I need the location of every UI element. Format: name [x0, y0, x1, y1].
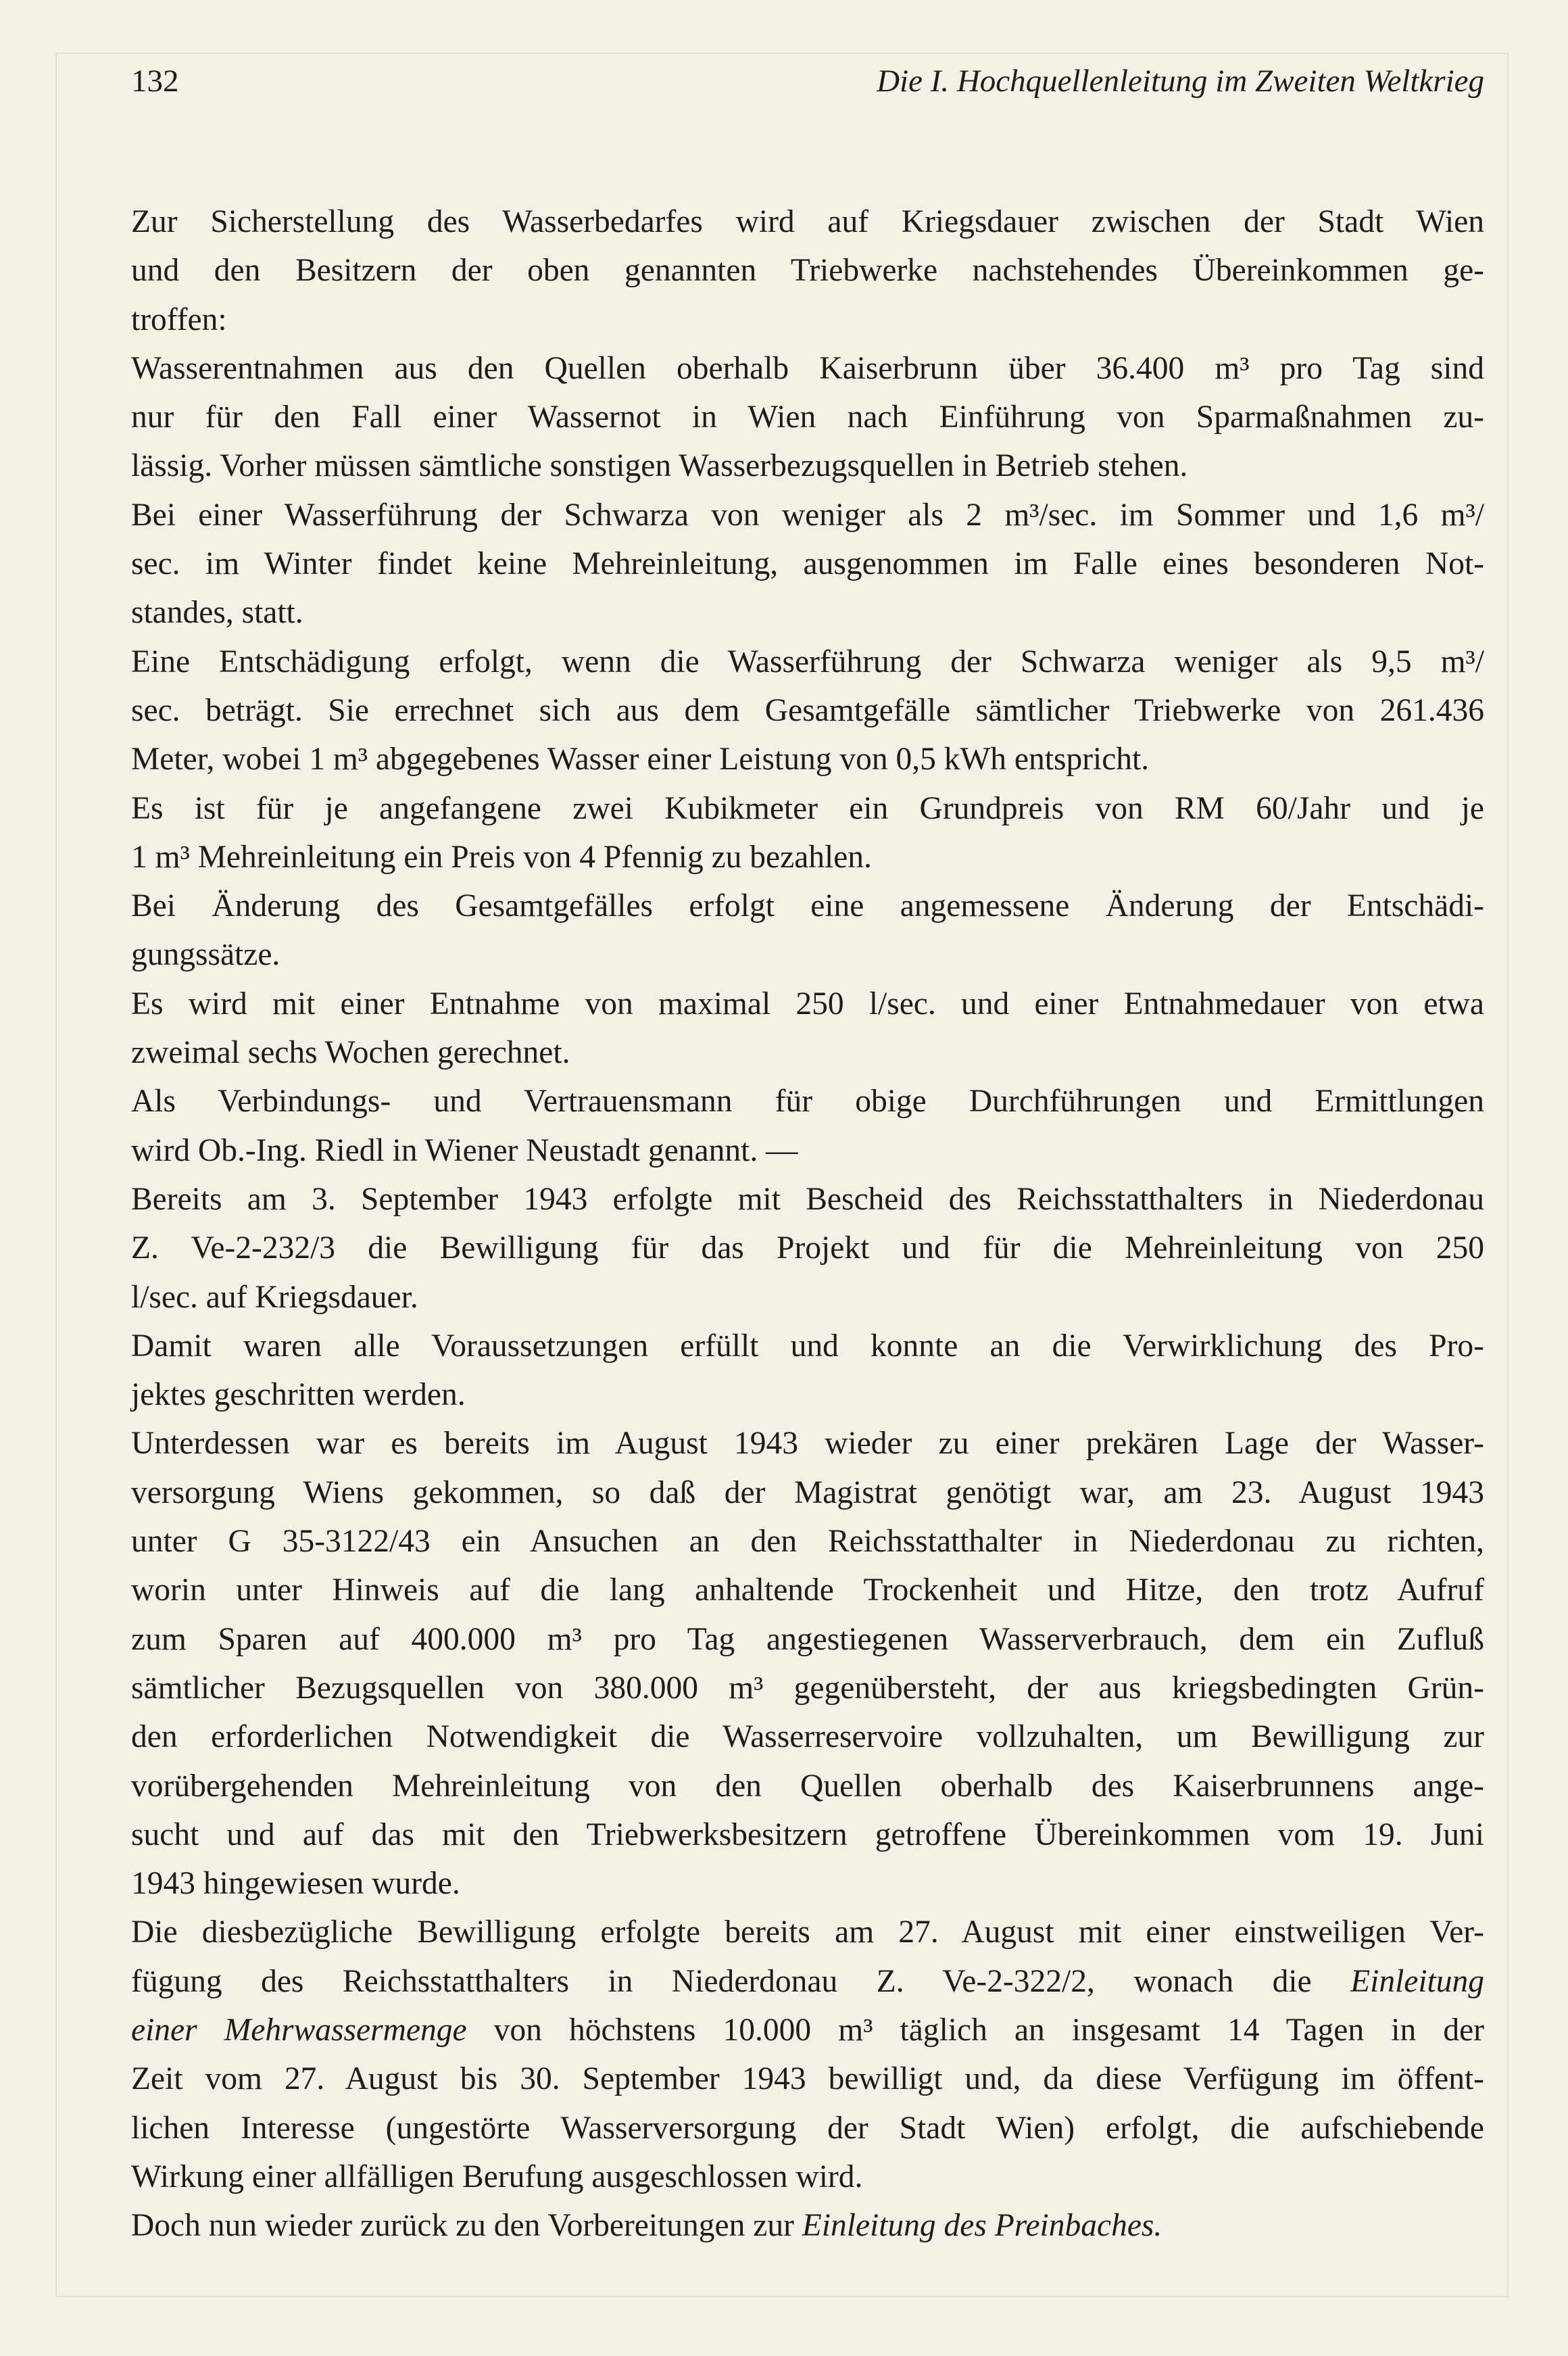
text-line — [131, 1908, 1484, 1956]
text-segment: Z. Ve-2-232/3 die Bewilligung für das Projekt und für die Mehreinleitung von 250 — [131, 1230, 1484, 1266]
text-line — [131, 1028, 1484, 1077]
text-segment: l/sec. auf Kriegsdauer. — [131, 1279, 418, 1315]
text-segment: Wasserentnahmen aus den Quellen oberhalb Kaiserbrunn über 36.400 m³ pro Tag sind — [131, 350, 1484, 386]
text-segment: troffen: — [131, 302, 227, 337]
text-line — [131, 441, 1484, 490]
text-line — [131, 1077, 1484, 1126]
italic-text: einer Mehrwassermenge — [131, 2012, 467, 2048]
text-segment: sämtlicher Bezugsquellen von 380.000 m³ gegenübersteht, der aus kriegsbedingten Grün- — [131, 1670, 1484, 1706]
text-line — [131, 295, 1484, 344]
text-line — [131, 686, 1484, 735]
page-header — [131, 57, 1484, 105]
text-segment: Bei Änderung des Gesamtgefälles erfolgt eine angemessene Änderung der Entschädi- — [131, 888, 1484, 924]
text-segment: 1 m³ Mehreinleitung ein Preis von 4 Pfennig zu bezahlen. — [131, 839, 872, 875]
text-line — [131, 833, 1484, 882]
text-segment: sec. beträgt. Sie errechnet sich aus dem Gesamtgefälle sämtlicher Triebwerke von 261.436 — [131, 692, 1484, 728]
text-line — [131, 2104, 1484, 2153]
text-line — [131, 1370, 1484, 1419]
text-segment: Wirkung einer allfälligen Berufung ausgeschlossen wird. — [131, 2159, 863, 2194]
text-line — [131, 588, 1484, 637]
text-line — [131, 1762, 1484, 1810]
text-line — [131, 491, 1484, 539]
text-segment: unter G 35-3122/43 ein Ansuchen an den Reichsstatthalter in Niederdonau zu richten, — [131, 1524, 1484, 1560]
text-segment: vorübergehenden Mehreinleitung von den Quellen oberhalb des Kaiserbrunnens ange- — [131, 1768, 1484, 1804]
running-title: Die I. Hochquellenleitung im Zweiten Weltkrieg — [877, 64, 1484, 99]
text-segment: wird Ob.-Ing. Riedl in Wiener Neustadt genannt. — — [131, 1132, 798, 1168]
text-segment: zweimal sechs Wochen gerechnet. — [131, 1035, 570, 1071]
text-segment: lichen Interesse (ungestörte Wasserversorgung der Stadt Wien) erfolgt, die aufschiebende — [131, 2110, 1484, 2146]
text-segment: versorgung Wiens gekommen, so daß der Magistrat genötigt war, am 23. August 1943 — [131, 1474, 1484, 1510]
italic-text: Einleitung des Preinbaches. — [802, 2208, 1162, 2244]
text-line — [131, 1126, 1484, 1175]
text-segment: nur für den Fall einer Wassernot in Wien nach Einführung von Sparmaßnahmen zu- — [131, 400, 1484, 435]
text-segment: Doch nun wieder zurück zu den Vorbereitungen zur — [131, 2208, 802, 2244]
body-text — [131, 197, 1484, 2250]
text-line — [131, 2006, 1484, 2054]
text-segment: lässig. Vorher müssen sämtliche sonstigen Wasserbezugsquellen in Betrieb stehen. — [131, 448, 1188, 484]
text-line — [131, 1419, 1484, 1468]
text-segment: Zur Sicherstellung des Wasserbedarfes wird auf Kriegsdauer zwischen der Stadt Wien — [131, 204, 1484, 239]
text-segment: Die diesbezügliche Bewilligung erfolgte bereits am 27. August mit einer einstweiligen Ver- — [131, 1915, 1484, 1950]
page-number: 132 — [131, 64, 179, 99]
text-line — [131, 1468, 1484, 1517]
text-segment: fügung des Reichsstatthalters in Niederdonau Z. Ve-2-322/2, wonach die — [131, 1963, 1351, 1999]
text-segment: gungssätze. — [131, 937, 280, 973]
text-segment: von höchstens 10.000 m³ täglich an insgesamt 14 Tagen in der — [466, 2012, 1484, 2048]
text-segment: und den Besitzern der oben genannten Triebwerke nachstehendes Übereinkommen ge- — [131, 253, 1484, 289]
text-line — [131, 1615, 1484, 1664]
text-segment: Als Verbindungs- und Vertrauensmann für obige Durchführungen und Ermittlungen — [131, 1084, 1484, 1120]
text-segment: 1943 hingewiesen wurde. — [131, 1866, 460, 1902]
text-segment: Eine Entschädigung erfolgt, wenn die Wasserführung der Schwarza weniger als 9,5 m³/ — [131, 644, 1484, 679]
text-segment: sec. im Winter findet keine Mehreinleitung, ausgenommen im Falle eines besonderen Not- — [131, 546, 1484, 582]
text-line — [131, 784, 1484, 833]
text-segment: Bei einer Wasserführung der Schwarza von weniger als 2 m³/sec. im Sommer und 1,6 m³/ — [131, 497, 1484, 533]
text-line — [131, 1273, 1484, 1322]
text-segment: zum Sparen auf 400.000 m³ pro Tag angestiegenen Wasserverbrauch, dem ein Zufluß — [131, 1621, 1484, 1657]
text-line — [131, 638, 1484, 686]
text-segment: jektes geschritten werden. — [131, 1377, 466, 1413]
text-segment: Es wird mit einer Entnahme von maximal 250 l/sec. und einer Entnahmedauer von etwa — [131, 986, 1484, 1021]
text-line — [131, 2153, 1484, 2201]
text-line — [131, 197, 1484, 246]
text-segment: sucht und auf das mit den Triebwerksbesitzern getroffene Übereinkommen vom 19. Juni — [131, 1817, 1484, 1852]
text-line — [131, 1712, 1484, 1761]
text-line — [131, 882, 1484, 930]
text-segment: den erforderlichen Notwendigkeit die Wasserreservoire vollzuhalten, um Bewilligung zur — [131, 1719, 1484, 1755]
text-line — [131, 1957, 1484, 2006]
text-segment: standes, statt. — [131, 595, 303, 631]
text-segment: Bereits am 3. September 1943 erfolgte mit Bescheid des Reichsstatthalters in Niederdonau — [131, 1181, 1484, 1217]
text-line — [131, 735, 1484, 784]
text-segment: Unterdessen war es bereits im August 1943 wieder zu einer prekären Lage der Wasser- — [131, 1426, 1484, 1462]
text-segment: Meter, wobei 1 m³ abgegebenes Wasser einer Leistung von 0,5 kWh entspricht. — [131, 742, 1150, 777]
text-line — [131, 1810, 1484, 1859]
text-line — [131, 1517, 1484, 1566]
text-line — [131, 980, 1484, 1028]
text-line — [131, 393, 1484, 441]
text-line — [131, 1224, 1484, 1272]
text-line — [131, 1175, 1484, 1224]
text-line — [131, 1664, 1484, 1712]
text-segment: worin unter Hinweis auf die lang anhaltende Trockenheit und Hitze, den trotz Aufruf — [131, 1572, 1484, 1608]
text-line — [131, 1859, 1484, 1908]
text-segment: Zeit vom 27. August bis 30. September 1943 bewilligt und, da diese Verfügung im öffent- — [131, 2061, 1484, 2097]
text-line — [131, 246, 1484, 295]
text-line — [131, 1566, 1484, 1614]
italic-text: Einleitung — [1350, 1963, 1484, 1999]
text-segment: Es ist für je angefangene zwei Kubikmeter ein Grundpreis von RM 60/Jahr und je — [131, 790, 1484, 826]
text-line — [131, 344, 1484, 393]
text-line — [131, 930, 1484, 979]
text-segment: Damit waren alle Voraussetzungen erfüllt und konnte an die Verwirklichung des Pro- — [131, 1328, 1484, 1364]
text-line — [131, 539, 1484, 588]
text-line — [131, 2054, 1484, 2103]
text-line — [131, 1322, 1484, 1370]
text-line — [131, 2201, 1484, 2250]
